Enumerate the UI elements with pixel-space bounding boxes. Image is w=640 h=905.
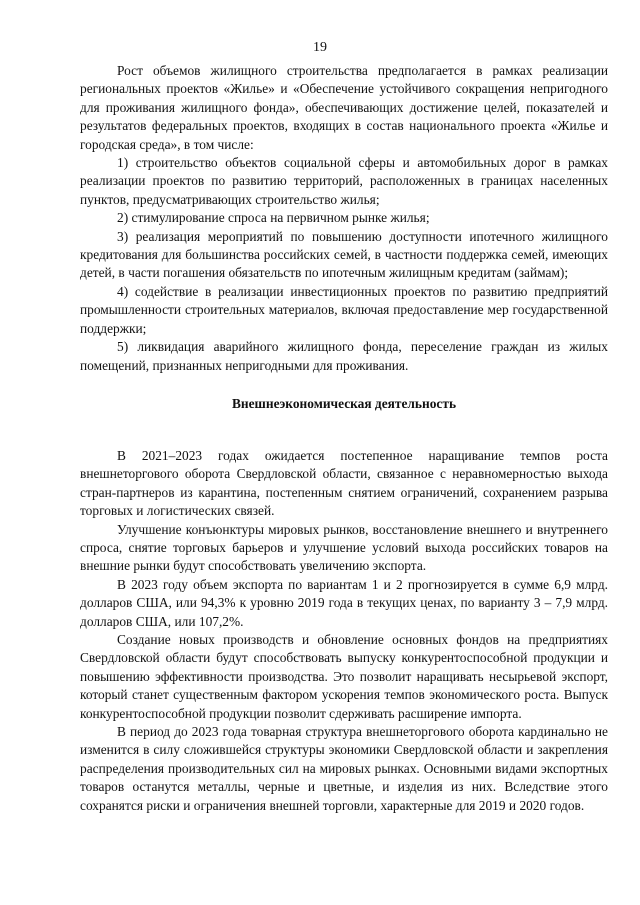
intro-paragraph: Рост объемов жилищного строительства предполагается в рамках реализации региональных проектов «Жилье» и «Обеспечение устойчивого сокращения непригодного для проживания жилищного фонда», обеспечивающих достижение целей, показателей и результатов федеральных проектов, входящих в состав национального проекта «Жилье и городская среда», в том числе:	[80, 63, 608, 152]
section-paragraph-4: Создание новых производств и обновление основных фондов на предприятиях Свердловской области будут способствовать выпуску конкурентоспособной продукции и повышению эффективности производства. Это позволит наращивать несырьевой экспорт, который станет существенным фактором ускорения темпов экономического роста. Выпуск конкурентоспособной продукции позволит сдерживать расширение импорта.	[80, 631, 608, 721]
page-number: 19	[313, 40, 327, 55]
list-item-3: 3) реализация мероприятий по повышению доступности ипотечного жилищного кредитования для большинства российских семей, в частности поддержка семей, имеющих детей, в части погашения обязательств по ипотечным жилищным кредитам (займам);	[80, 228, 608, 281]
section-paragraph-2: Улучшение конъюнктуры мировых рынков, восстановление внешнего и внутреннего спроса, снятие торговых барьеров и улучшение условий выхода российских товаров на внешние рынки будут способствовать увеличению экспорта.	[80, 521, 608, 574]
section-paragraph-1: В 2021–2023 годах ожидается постепенное наращивание темпов роста внешнеторгового оборота Свердловской области, связанное с неравномерностью выхода стран-партнеров из карантина, постепенным снятием ограничений, сохранением разрыва торговых и логистических связей.	[80, 447, 608, 519]
section-paragraph-3: В 2023 году объем экспорта по вариантам 1 и 2 прогнозируется в сумме 6,9 млрд. долларов США, или 94,3% к уровню 2019 года в текущих ценах, по варианту 3 – 7,9 млрд. долларов США, или 107,2%.	[80, 576, 608, 629]
list-item-1: 1) строительство объектов социальной сферы и автомобильных дорог в рамках реализации проектов по развитию территорий, расположенных в границах населенных пунктов, предусматривающих строительство жилья;	[80, 155, 608, 207]
list-item-5: 5) ликвидация аварийного жилищного фонда, переселение граждан из жилых помещений, признанных непригодными для проживания.	[80, 339, 608, 373]
list-item-4: 4) содействие в реализации инвестиционных проектов по развитию предприятий промышленности строительных материалов, включая предоставление мер государственной поддержки;	[80, 283, 608, 336]
section-heading: Внешнеэкономическая деятельность	[231, 395, 457, 411]
document-body	[80, 62, 608, 815]
section-paragraph-5: В период до 2023 года товарная структура внешнеторгового оборота кардинально не изменится в силу сложившейся структуры экономики Свердловской области и закрепления распределения производительных сил на мировых рынках. Основными видами экспортных товаров останутся металлы, черные и цветные, и изделия из них. Вследствие этого сохранятся риски и ограничения внешней торговли, характерные для 2019 и 2020 годов.	[80, 724, 608, 813]
list-item-2: 2) стимулирование спроса на первичном рынке жилья;	[117, 210, 430, 226]
